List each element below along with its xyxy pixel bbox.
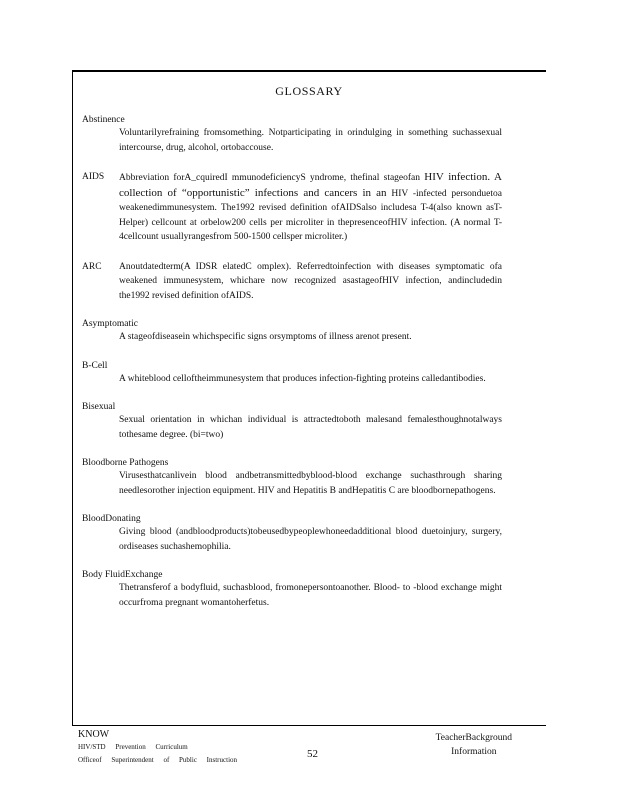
footer-right — [436, 731, 512, 759]
glossary-entry-abstinence — [82, 114, 502, 155]
glossary-definition: Sexual orientation in whichan individual is attractedtoboth malesand femalesthoughnotalways tothesame degree. (bi=two) — [119, 415, 502, 440]
bottom-rule — [72, 725, 546, 726]
glossary-definition: Giving blood (andbloodproducts)tobeusedbypeoplewhoneedadditional blood duetoinjury, surgery, ordiseases suchashemophilia. — [119, 527, 502, 552]
top-rule — [72, 70, 546, 72]
glossary-definition: Voluntarilyrefraining fromsomething. Notparticipating in orindulging in something suchassexual intercourse, drug, alcohol, ortobaccouse. — [119, 128, 502, 153]
glossary-entry-bloodborne-pathogens — [82, 457, 502, 498]
glossary-term: Asymptomatic — [82, 319, 138, 329]
glossary-term: Body FluidExchange — [82, 570, 163, 580]
glossary-term: AIDS — [82, 172, 105, 182]
footer-know-title: KNOW — [78, 729, 110, 740]
glossary-term: Bloodborne Pathogens — [82, 458, 169, 468]
definition-emphasis: HIV infection. A collection of “opportunistic” infections and cancers in an — [119, 171, 502, 199]
glossary-term: BloodDonating — [82, 514, 141, 524]
glossary-definition: Thetransferof a bodyfluid, suchasblood, fromonepersontoanother. Blood- to -blood exchange might occurfroma pregnant womantoherfetus. — [119, 583, 502, 608]
left-rule — [72, 70, 73, 726]
glossary-definition: Anoutdatedterm(A IDSR elatedC omplex). Referredtoinfection with diseases symptomatic ofa weakened immunesystem, whichare now recognized asastageofHIV infection, andincludedin the1992 revised definition ofAIDS. — [119, 261, 502, 301]
glossary-entry-b-cell — [82, 360, 502, 387]
definition-line: Abbreviation forA_cquiredI mmunodeficiencyS yndrome, thefinal stageofan — [119, 173, 421, 183]
glossary-entry-blood-donating — [82, 513, 502, 554]
glossary-definition: A whiteblood celloftheimmunesystem that produces infection-fighting proteins calledantibodies. — [119, 373, 486, 384]
glossary-definition: Virusesthatcanlivein blood andbetransmittedbyblood-blood exchange suchasthrough sharing needlesorother injection equipment. HIV and Hepatitis B andHepatitis C are bloodbornepathogens. — [119, 471, 502, 496]
footer-left — [78, 729, 237, 767]
footer-office: Officeof Superintendent of Public Instruction — [78, 756, 238, 764]
glossary-term: ARC — [82, 261, 102, 272]
glossary-definition: A stageofdiseasein whichspecific signs orsymptoms of illness arenot present. — [119, 332, 412, 342]
glossary-term: B-Cell — [82, 360, 108, 371]
glossary-entry-aids — [82, 170, 502, 245]
glossary-list — [82, 114, 502, 625]
page-title: GLOSSARY — [275, 84, 343, 98]
page-number: 52 — [307, 748, 318, 760]
footer-curriculum: HIV/STD Prevention Curriculum — [78, 743, 188, 751]
definition-rest: HIV -infected personduetoa weakenedimmunesystem. The1992 revised definition ofAIDSalso includesa T-4(also known asT-Helper) cellcount at orbelow200 cells per microliter in thepresenceofHIV infection. (A normal T-4cellcount usuallyrangesfrom 500-1500 cellsper microliter.) — [119, 188, 503, 242]
glossary-entry-arc — [82, 260, 502, 304]
glossary-entry-asymptomatic — [82, 318, 502, 345]
glossary-term: Abstinence — [82, 115, 125, 125]
glossary-entry-bisexual — [82, 401, 502, 442]
glossary-entry-body-fluid-exchange — [82, 569, 502, 610]
footer-information: Information — [451, 747, 497, 757]
glossary-term: Bisexual — [82, 402, 116, 412]
footer-teacher-background: TeacherBackground — [435, 733, 512, 743]
glossary-definition — [119, 170, 502, 245]
